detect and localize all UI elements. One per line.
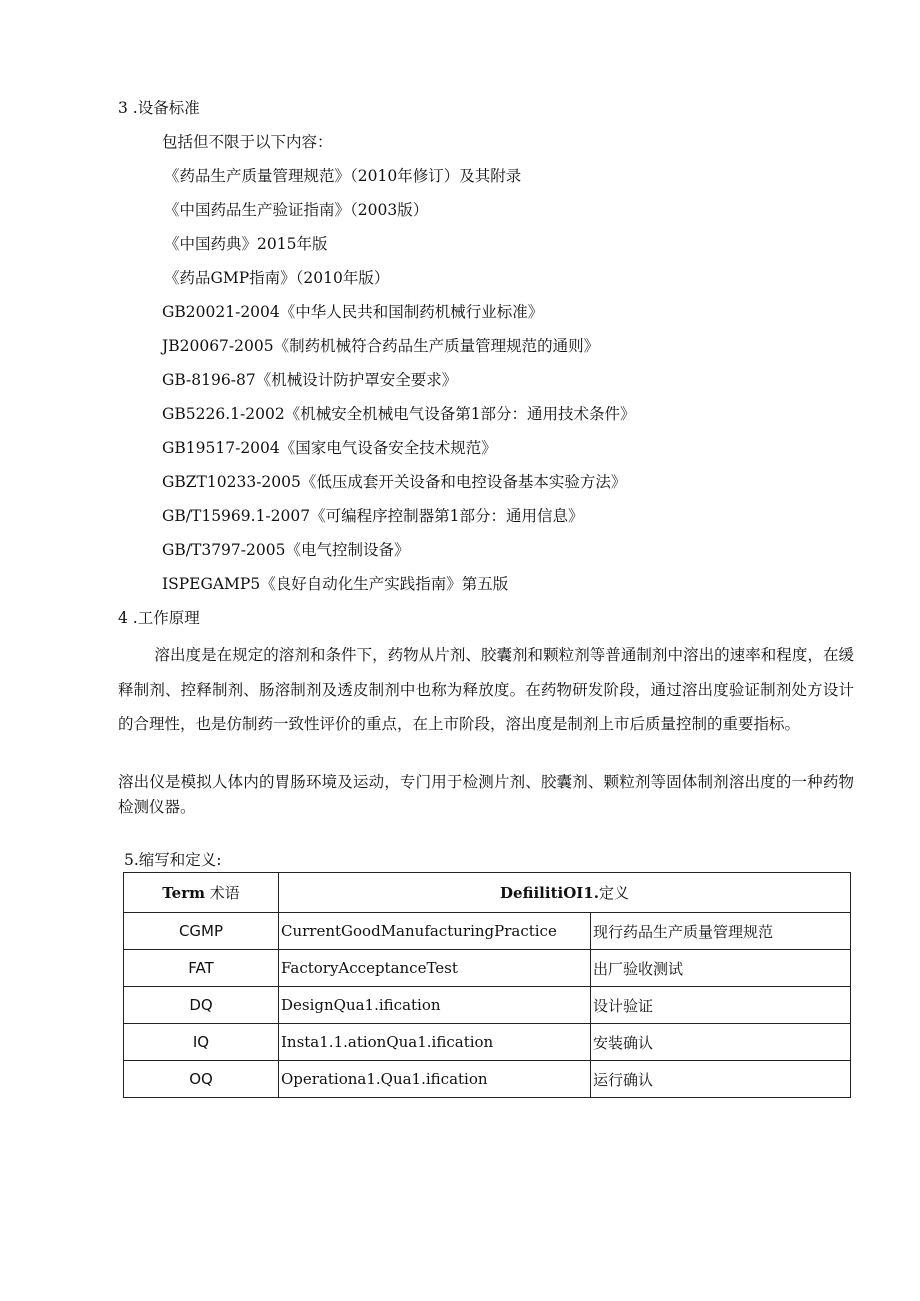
definition-column-header	[279, 873, 851, 913]
definition-en-cell: FactoryAcceptanceTest	[279, 950, 591, 987]
table-header-row	[124, 873, 851, 913]
definition-header-zh: 定义	[598, 884, 629, 902]
table-row	[124, 913, 851, 950]
reference-item: 《中国药品生产验证指南》（2003版）	[164, 201, 429, 219]
table-row	[124, 1024, 851, 1061]
standard-item: GB/T3797-2005《电气控制设备》	[162, 541, 410, 559]
reference-item: 《药品GMP指南》（2010年版）	[164, 269, 390, 287]
paragraph-text: 溶出仪是模拟人体内的胃肠环境及运动，专门用于检测片剂、胶囊剂、颗粒剂等固体制剂溶出度的一种药物检测仪器。	[118, 773, 854, 816]
term-cell: FAT	[124, 950, 279, 987]
section-4-heading: 4 .工作原理	[118, 609, 200, 627]
reference-item: 《药品生产质量管理规范》（2010年修订）及其附录	[164, 167, 522, 185]
standard-item: JB20067-2005《制药机械符合药品生产质量管理规范的通则》	[162, 337, 600, 355]
standard-item: GBZT10233-2005《低压成套开关设备和电控设备基本实验方法》	[162, 473, 627, 491]
definition-zh-cell: 出厂验收测试	[591, 950, 851, 987]
term-cell: DQ	[124, 987, 279, 1024]
definition-zh-cell: 安装确认	[591, 1024, 851, 1061]
section-5-heading: 5.缩写和定义:	[124, 851, 222, 869]
section-3-heading: 3 .设备标准	[118, 99, 200, 117]
definition-header-en: DefiilitiOI1.	[500, 884, 599, 902]
standard-item: GB/T15969.1-2007《可编程序控制器第1部分：通用信息》	[162, 507, 584, 525]
dissolution-tester-paragraph	[118, 770, 854, 820]
definition-zh-cell: 设计验证	[591, 987, 851, 1024]
definition-en-cell: DesignQua1.ification	[279, 987, 591, 1024]
working-principle-paragraph	[118, 638, 854, 742]
term-header-zh: 术语	[209, 884, 240, 902]
standard-item: GB20021-2004《中华人民共和国制药机械行业标准》	[162, 303, 544, 321]
term-cell: IQ	[124, 1024, 279, 1061]
table-row	[124, 987, 851, 1024]
term-cell: OQ	[124, 1061, 279, 1098]
term-header-en: Term	[162, 884, 205, 902]
table-row	[124, 950, 851, 987]
definition-en-cell: CurrentGoodManufacturingPractice	[279, 913, 591, 950]
definition-en-cell: Insta1.1.ationQua1.ification	[279, 1024, 591, 1061]
standard-item: GB19517-2004《国家电气设备安全技术规范》	[162, 439, 497, 457]
abbreviations-table	[123, 872, 851, 1098]
definition-zh-cell: 现行药品生产质量管理规范	[591, 913, 851, 950]
standard-item: ISPEGAMP5《良好自动化生产实践指南》第五版	[162, 575, 509, 593]
standard-item: GB-8196-87《机械设计防护罩安全要求》	[162, 371, 458, 389]
term-cell: CGMP	[124, 913, 279, 950]
definition-zh-cell: 运行确认	[591, 1061, 851, 1098]
table-row	[124, 1061, 851, 1098]
paragraph-text: 溶出度是在规定的溶剂和条件下，药物从片剂、胶囊剂和颗粒剂等普通制剂中溶出的速率和程度，在缓释制剂、控释制剂、肠溶制剂及透皮制剂中也称为释放度。在药物研发阶段，通过溶出度验证制剂处方设计的合理性，也是仿制药一致性评价的重点，在上市阶段，溶出度是制剂上市后质量控制的重要指标。	[118, 646, 854, 733]
reference-item: 《中国药典》2015年版	[164, 235, 328, 253]
standards-intro: 包括但不限于以下内容：	[162, 133, 333, 151]
standard-item: GB5226.1-2002《机械安全机械电气设备第1部分：通用技术条件》	[162, 405, 636, 423]
definition-en-cell: Operationa1.Qua1.ification	[279, 1061, 591, 1098]
term-column-header	[124, 873, 279, 913]
